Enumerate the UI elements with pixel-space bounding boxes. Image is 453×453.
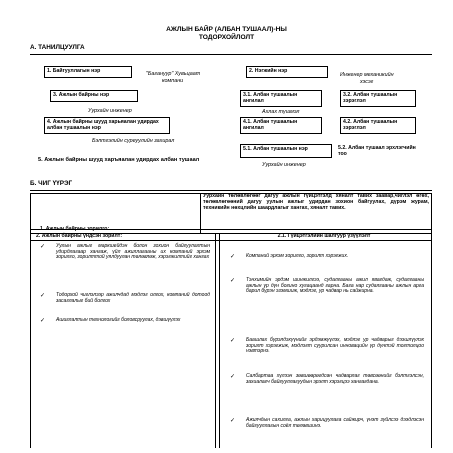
left-bullet-3: Ашиглалтын технологийг боловсруулах, дэвшүүлэх [56, 317, 181, 323]
result-label: 2.1. Гүйцэтгэлийн шалгуур үзүүлэлт [277, 233, 371, 239]
superior-label-box [44, 117, 170, 134]
superior-value: Бэлтгэлийн суреуулийн захирал [92, 138, 175, 144]
left-bullet-2: Тодорхой чиглэлээр ажилчдад мэдлэг олгох, компаний дотоод засаглалыг бий болгох [56, 292, 210, 304]
goal-text: Уурхайн төлөвлөгөөг дагуу ажлын гүйцэтгэлд хяналт тавих заавар,чиглэл өгөх, төлөвлөгөөний дагуу уулын ажлыг удирдан зохион байгуулах, дүрэм журам, техникийн нөхцлийн шаардлагыг хангах, хяналт тавих. [203, 193, 429, 211]
pos-name-value: Уурхайн инженер [262, 162, 306, 168]
right-bullet-5: Ажилчдын сахилга, ажлын харицуулага сайжирч, үнэт зүйлсээ дээдлэсэн байгууллагын соёл төлөвшинэ. [246, 417, 424, 429]
checkmark-icon: ✓ [230, 418, 236, 424]
checkmark-icon: ✓ [40, 318, 46, 324]
section-a-heading: А. ТАНИЛЦУУЛГА [30, 44, 85, 51]
pos-count-label: 5.2. Албан тушаал эрхлэгчийн тоо [338, 145, 416, 157]
goal-divider [200, 193, 201, 233]
pos-name-label-box [240, 144, 332, 158]
direct-sub-label: 5. Ажлын байрны шууд харъяалан удирдах албан тушаал [38, 157, 200, 163]
checkmark-icon: ✓ [230, 338, 236, 344]
job-name-label: 2. Нэгжийн нэр [249, 68, 288, 74]
checkmark-icon: ✓ [40, 244, 46, 250]
sup-grade-label-box [340, 117, 416, 134]
doc-title-line2: ТОДОРХОЙЛОЛТ [198, 34, 255, 41]
doc-title-line1: АЖЛЫН БАЙР (АЛБАН ТУШААЛ)-НЫ [166, 26, 287, 33]
position-class-label: 3.1. Албан тушаалын ангилал [243, 92, 298, 104]
table-right-border [431, 193, 432, 448]
header-row-bottom [30, 240, 432, 241]
table-left-border [30, 193, 31, 448]
position-grade-label-box [340, 90, 416, 107]
checkmark-icon: ✓ [230, 278, 236, 284]
right-bullet-3: Баашлах бүрэлдэхүүнийг эрдэмжүүлэх, мэдлэг ур чадварыг дээшлүүлэх зорилт хэрэгжиж, мэдлэгт суурилсан инновацийн үр дүнтэй тогтолцоо нэвтэрнэ. [246, 337, 424, 355]
main-goals-label: 2. Ажлын байрны үндсэн зорилт: [36, 233, 123, 239]
workplace-label-box [50, 90, 138, 102]
section-a-rule [30, 54, 432, 55]
org-label: 1. Байгууллагын нэр [47, 68, 101, 74]
sup-class-label: 4.1. Албан тушаалын ангилал [243, 119, 298, 131]
left-bullet-1: Уулын ажлыг маркшейдэн болон зохион байгуулалтын удирдлагаар хангаж, үйл ажиллагааны их компаний эрхэм зорилго, зорилттой уялдуулан төлөвлөж, хэрэгжилтийг хангах [56, 243, 210, 261]
position-class-value: Ахлах түшмэл [262, 109, 300, 115]
right-bullet-1: Компаний эрхэм зорилго, зорилт хэрэгжих. [246, 253, 349, 259]
org-value-2: компани [162, 78, 184, 84]
workplace-label: 3. Ажлын байрны нэр [53, 92, 110, 98]
checkmark-icon: ✓ [40, 293, 46, 299]
direct-sub-label-box [36, 156, 234, 174]
job-name-value-2: хэсэг [360, 79, 374, 85]
column-divider-2 [219, 233, 220, 448]
position-class-label-box [240, 90, 322, 107]
section-b-heading: Б. ЧИГ ҮҮРЭГ [30, 180, 73, 187]
job-name-label-box [246, 66, 328, 78]
section-b-rule [30, 190, 432, 191]
pos-count-label-box [336, 144, 422, 158]
column-divider [215, 233, 216, 448]
job-name-value-1: Инженер механикийн [340, 72, 394, 78]
checkmark-icon: ✓ [230, 254, 236, 260]
org-value-1: "Багануур" Хувьцаат [146, 71, 201, 77]
position-grade-label: 3.2. Албан тушаалын зэрэглэл [343, 92, 398, 104]
superior-label: 4. Ажлын байрны шууд харьяалан удирдах албан тушаалын нэр [47, 119, 159, 131]
checkmark-icon: ✓ [230, 374, 236, 380]
goal-label: 1. Ажлын байрны зорилго: [40, 226, 110, 232]
pos-name-label: 5.1. Албан тушаалын нэр [243, 146, 308, 152]
org-label-box [44, 66, 132, 78]
right-bullet-2: Тэнхимийн эрдэм шинжилгээ, судалгааны ажил явагдаж, судалгааны ажлын үр дүн богино хугацаанд гарна. Бага нар судалгааны ажлын арга барил бүрэн эзэмшиж, мэдлэг, ур чадвар нь сайжирна. [246, 277, 424, 295]
right-bullet-4: Салбартаа хүлээн зөвшөөрөгдсөн чадварлаг төвсөөнийг бэлтгэлсэн, захиалагч байгууллагуудын эрэлт хэрэгцээ хангагдана. [246, 373, 424, 385]
sup-class-label-box [240, 117, 322, 134]
sup-grade-label: 4.2. Албан тушаалын зэрэглэл [343, 119, 398, 131]
workplace-value: Уурхайн инженер [88, 108, 132, 114]
